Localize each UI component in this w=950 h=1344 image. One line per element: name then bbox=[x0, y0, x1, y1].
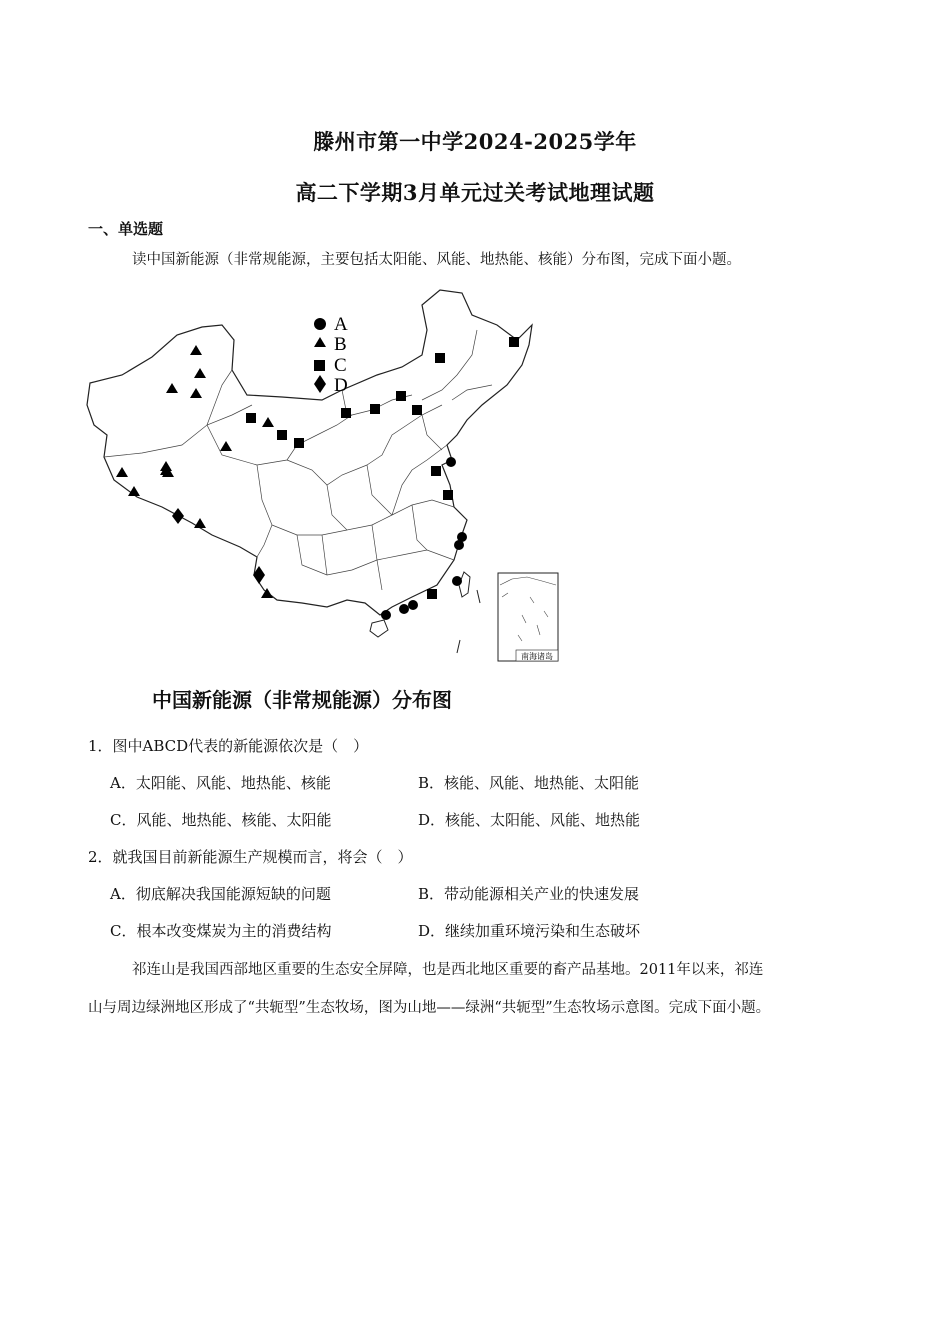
q2-option-b[interactable]: B．带动能源相关产业的快速发展 bbox=[418, 885, 640, 903]
page-title-line1: 滕州市第一中学2024-2025学年 bbox=[313, 129, 637, 154]
marker-d bbox=[172, 508, 184, 524]
marker-c bbox=[246, 413, 256, 423]
q2-option-a[interactable]: A．彻底解决我国能源短缺的问题 bbox=[110, 885, 331, 903]
marker-b bbox=[220, 441, 232, 451]
map-caption: 中国新能源（非常规能源）分布图 bbox=[152, 688, 452, 712]
inset-coast bbox=[500, 577, 556, 641]
legend-label-a: A bbox=[334, 314, 348, 335]
question-number: 2． bbox=[88, 848, 113, 866]
marker-c bbox=[412, 405, 422, 415]
hainan-island bbox=[370, 620, 388, 637]
legend-circle-symbol bbox=[314, 318, 326, 330]
q1-option-a[interactable]: A．太阳能、风能、地热能、核能 bbox=[110, 774, 331, 792]
marker-a bbox=[399, 604, 409, 614]
marker-b bbox=[166, 383, 178, 393]
question-2 bbox=[88, 846, 413, 867]
marker-c bbox=[435, 353, 445, 363]
marker-a bbox=[454, 540, 464, 550]
island-mark bbox=[477, 590, 480, 603]
question-stem: 图中ABCD代表的新能源依次是（ ） bbox=[112, 737, 369, 755]
marker-b bbox=[194, 368, 206, 378]
markers-a bbox=[381, 457, 467, 620]
marker-c bbox=[509, 337, 519, 347]
marker-a bbox=[452, 576, 462, 586]
china-outline bbox=[87, 290, 532, 615]
marker-c bbox=[277, 430, 287, 440]
marker-c bbox=[396, 391, 406, 401]
china-energy-map bbox=[82, 285, 562, 665]
page-title-line2: 高二下学期3月单元过关考试地理试题 bbox=[295, 180, 655, 205]
marker-c bbox=[443, 490, 453, 500]
marker-b bbox=[194, 518, 206, 528]
south-china-sea-inset bbox=[498, 573, 558, 661]
passage-line-2: 山与周边绿洲地区形成了“共轭型”生态牧场，图为山地——绿洲“共轭型”生态牧场示意图。完成下面小题。 bbox=[88, 1000, 771, 1016]
marker-b bbox=[190, 388, 202, 398]
marker-c bbox=[431, 466, 441, 476]
marker-b bbox=[261, 588, 273, 598]
marker-b bbox=[190, 345, 202, 355]
q2-option-d[interactable]: D．继续加重环境污染和生态破坏 bbox=[418, 922, 641, 940]
legend-triangle-symbol bbox=[314, 337, 326, 347]
legend-square-symbol bbox=[314, 360, 325, 371]
marker-a bbox=[381, 610, 391, 620]
marker-c bbox=[370, 404, 380, 414]
markers-c bbox=[246, 337, 519, 599]
markers-b bbox=[116, 345, 274, 598]
province-boundaries bbox=[104, 330, 492, 590]
marker-c bbox=[341, 408, 351, 418]
q2-option-c[interactable]: C．根本改变煤炭为主的消费结构 bbox=[110, 922, 332, 940]
marker-a bbox=[408, 600, 418, 610]
passage-line-1: 祁连山是我国西部地区重要的生态安全屏障，也是西北地区重要的畜产品基地。2011年以来，祁连 bbox=[132, 962, 764, 978]
marker-a bbox=[446, 457, 456, 467]
taiwan-island bbox=[459, 572, 470, 597]
intro-text: 读中国新能源（非常规能源，主要包括太阳能、风能、地热能、核能）分布图，完成下面小题。 bbox=[132, 252, 741, 268]
question-stem: 就我国目前新能源生产规模而言，将会（ ） bbox=[112, 848, 413, 866]
legend-label-c: C bbox=[334, 355, 347, 376]
question-number: 1． bbox=[88, 737, 113, 755]
marker-b bbox=[262, 417, 274, 427]
marker-b bbox=[116, 467, 128, 477]
q1-option-b[interactable]: B．核能、风能、地热能、太阳能 bbox=[418, 774, 640, 792]
legend-label-b: B bbox=[334, 334, 347, 355]
map-legend bbox=[314, 314, 348, 396]
legend-diamond-symbol bbox=[314, 375, 326, 393]
q1-option-d[interactable]: D．核能、太阳能、风能、地热能 bbox=[418, 811, 641, 829]
legend-label-d: D bbox=[334, 375, 348, 396]
inset-label: 南海诸岛 bbox=[521, 652, 553, 661]
question-1 bbox=[88, 735, 368, 756]
q1-option-c[interactable]: C．风能、地热能、核能、太阳能 bbox=[110, 811, 332, 829]
marker-c bbox=[294, 438, 304, 448]
island-mark bbox=[457, 640, 460, 653]
marker-c bbox=[427, 589, 437, 599]
section-heading: 一、单选题 bbox=[88, 220, 164, 238]
